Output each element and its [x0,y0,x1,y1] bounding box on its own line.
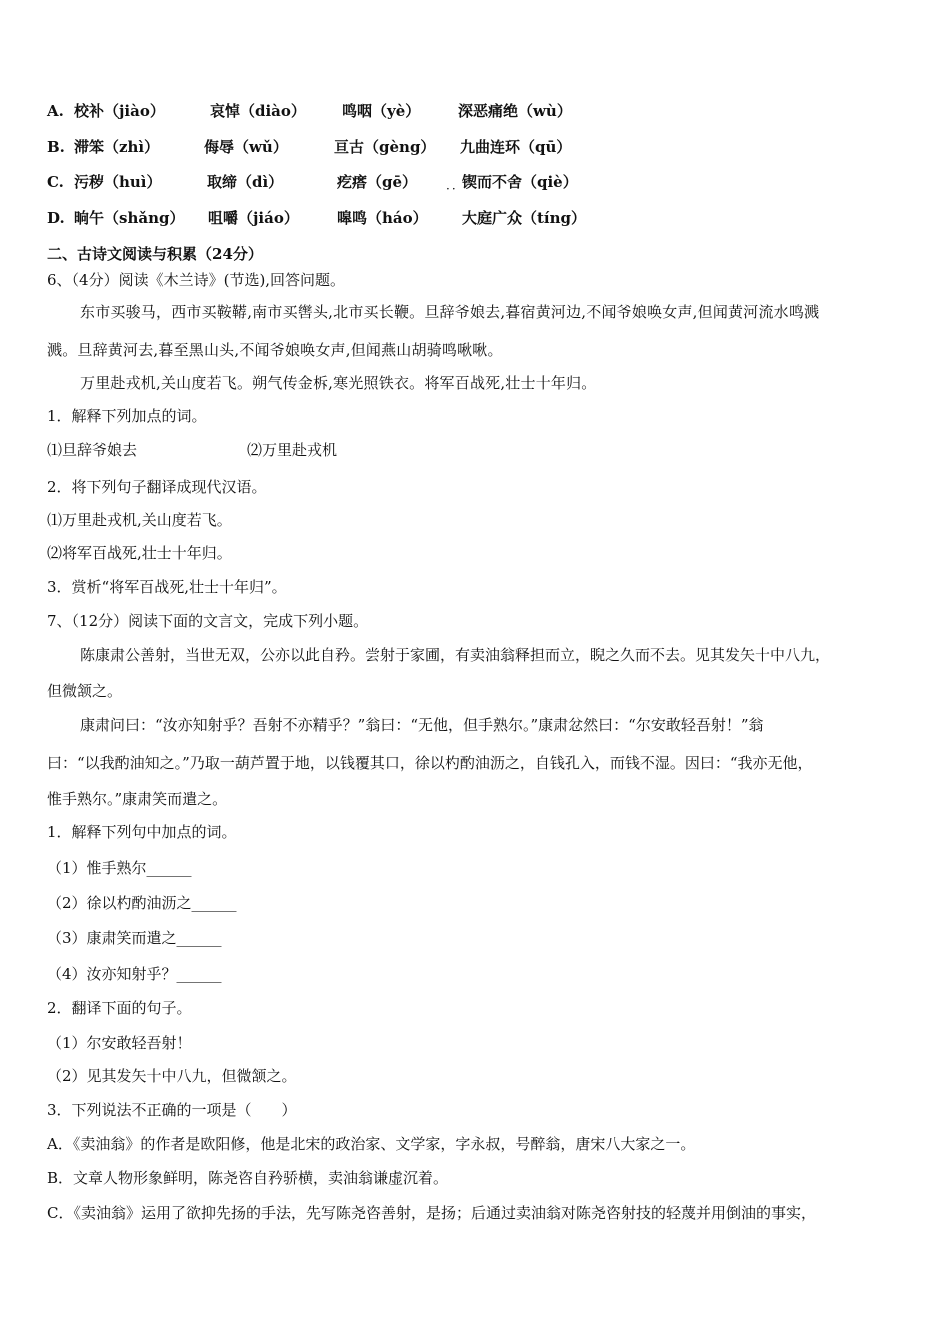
q7-sub2: 2．翻译下面的句子。 [47,999,192,1017]
q6-sub3: 3．赏析“将军百战死,壮士十年归”。 [47,578,287,596]
q7-sub1: 1．解释下列句中加点的词。 [47,823,237,841]
option-item: 九曲连环（qū） [460,138,572,156]
option-item: 滞笨（zhì） [74,138,160,156]
passage-line: 陈康肃公善射，当世无双，公亦以此自矜。尝射于家圃，有卖油翁释担而立，睨之久而不去。见其发矢十中八九， [80,646,831,664]
poem-line: 万里赴戎机,关山度若飞。朔气传金柝,寒光照铁衣。将军百战死,壮士十年归。 [80,374,597,392]
option-item: 咀嚼（jiáo） [208,209,299,227]
option-item: 深恶痛绝（wù） [458,102,572,120]
q7-sub3: 3．下列说法不正确的一项是（ ） [47,1101,297,1119]
q7-sub2-item: （1）尔安敢轻吾射！ [47,1034,192,1052]
q7-heading: 7、（12分）阅读下面的文言文，完成下列小题。 [47,612,369,630]
option-label: C. [47,173,64,191]
passage-line: 曰：“以我酌油知之。”乃取一葫芦置于地，以钱覆其口，徐以杓酌油沥之，自钱孔入，而钱不湿。因曰：“我亦无他， [47,754,813,772]
option-label: D. [47,209,65,227]
q7-sub1-item: （2）徐以杓酌油沥之______ [47,894,237,912]
q7-sub1-item: （4）汝亦知射乎？______ [47,965,222,983]
option-item: 嗥鸣（háo） [337,209,428,227]
q6-sub1: 1．解释下列加点的词。 [47,407,207,425]
emphasis-dots: ·· [446,182,458,196]
q6-sub2-a: ⑴万里赴戎机,关山度若飞。 [47,511,232,529]
section-title: 二、古诗文阅读与积累（24分） [47,245,263,263]
q6-sub2: 2．将下列句子翻译成现代汉语。 [47,478,267,496]
option-item: 侮辱（wǔ） [204,138,288,156]
passage-line: 但微颔之。 [47,682,123,700]
option-item: 取缔（dì） [207,173,284,191]
choice-b: B．文章人物形象鲜明，陈尧咨自矜骄横，卖油翁谦虚沉着。 [47,1169,449,1187]
option-item: 晌午（shǎng） [74,209,185,227]
option-label: B. [47,138,65,156]
passage-line: 康肃问曰：“汝亦知射乎？吾射不亦精乎？”翁曰：“无他，但手熟尔。”康肃忿然曰：“尔安敢轻吾射！”翁 [80,716,764,734]
option-item: 哀悼（diào） [210,102,306,120]
q7-sub1-item: （1）惟手熟尔______ [47,859,192,877]
q6-sub1-b: ⑵万里赴戎机 [247,441,338,459]
q7-sub1-item: （3）康肃笑而遣之______ [47,929,222,947]
q6-sub1-a: ⑴旦辞爷娘去 [47,441,138,459]
option-label: A. [47,102,64,120]
option-item: 污秽（huì） [74,173,162,191]
choice-c: C．《卖油翁》运用了欲抑先扬的手法，先写陈尧咨善射，是扬；后通过卖油翁对陈尧咨射技的轻蔑并用倒油的事实， [47,1204,816,1222]
passage-line: 惟手熟尔。”康肃笑而遣之。 [47,790,228,808]
option-item: 校补（jiào） [74,102,165,120]
poem-line: 溅。旦辞黄河去,暮至黑山头,不闻爷娘唤女声,但闻燕山胡骑鸣啾啾。 [47,341,503,359]
option-item: 疙瘩（gē） [337,173,418,191]
q7-sub2-item: （2）见其发矢十中八九，但微颔之。 [47,1067,297,1085]
poem-line: 东市买骏马，西市买鞍鞯,南市买辔头,北市买长鞭。旦辞爷娘去,暮宿黄河边,不闻爷娘唤女声,但闻黄河流水鸣溅 [80,303,820,321]
option-item: 鸣咽（yè） [342,102,421,120]
q6-heading: 6、（4分）阅读《木兰诗》(节选),回答问题。 [47,271,346,289]
choice-a: A．《卖油翁》的作者是欧阳修，他是北宋的政治家、文学家，字永叔，号醉翁，唐宋八大家之一。 [47,1135,696,1153]
q6-sub2-b: ⑵将军百战死,壮士十年归。 [47,544,232,562]
option-item: 亘古（gèng） [334,138,436,156]
option-item: 锲而不舍（qiè） [462,173,578,191]
option-item: 大庭广众（tíng） [462,209,587,227]
